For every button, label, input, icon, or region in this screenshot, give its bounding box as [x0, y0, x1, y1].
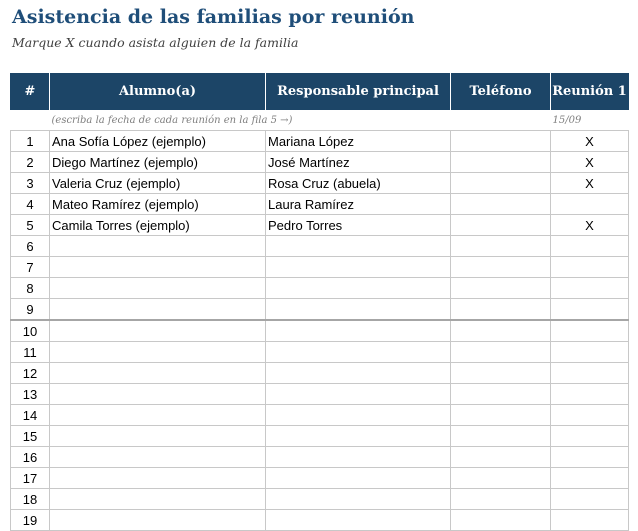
guardian-cell[interactable]: Rosa Cruz (abuela)	[266, 173, 451, 194]
student-cell[interactable]	[50, 384, 266, 405]
phone-cell[interactable]	[451, 236, 551, 257]
column-header-guardian[interactable]: Responsable principal	[266, 73, 451, 110]
phone-cell[interactable]	[451, 320, 551, 342]
table-row	[11, 215, 629, 236]
meeting-1-cell[interactable]	[551, 278, 629, 299]
table-row	[11, 384, 629, 405]
column-header-student[interactable]: Alumno(a)	[50, 73, 266, 110]
page-title: Asistencia de las familias por reunión	[12, 6, 415, 28]
phone-cell[interactable]	[451, 468, 551, 489]
instruction-row	[11, 110, 629, 131]
guardian-cell[interactable]	[266, 278, 451, 299]
row-number-cell[interactable]: 3	[11, 173, 50, 194]
row-number-cell[interactable]: 10	[11, 320, 50, 342]
meeting-1-cell[interactable]	[551, 299, 629, 321]
header-row	[11, 73, 629, 110]
column-header-phone[interactable]: Teléfono	[451, 73, 551, 110]
table-row	[11, 363, 629, 384]
guardian-cell[interactable]	[266, 363, 451, 384]
phone-cell[interactable]	[451, 299, 551, 321]
student-cell[interactable]	[50, 426, 266, 447]
table-row	[11, 447, 629, 468]
row-number-cell[interactable]: 8	[11, 278, 50, 299]
row-number-cell[interactable]: 7	[11, 257, 50, 278]
instruction-note[interactable]: (escriba la fecha de cada reunión en la fila 5 →)	[51, 114, 293, 126]
student-cell[interactable]	[50, 257, 266, 278]
student-cell[interactable]	[50, 447, 266, 468]
table-row	[11, 489, 629, 510]
table-row	[11, 510, 629, 531]
column-header-meeting-1[interactable]: Reunión 1	[551, 73, 629, 110]
guardian-cell[interactable]	[266, 405, 451, 426]
table-row	[11, 194, 629, 215]
meeting-1-cell[interactable]: X	[551, 152, 629, 173]
table-row	[11, 320, 629, 342]
row-number-cell[interactable]: 6	[11, 236, 50, 257]
student-cell[interactable]	[50, 299, 266, 321]
meeting-1-cell[interactable]	[551, 320, 629, 342]
phone-cell[interactable]	[451, 363, 551, 384]
phone-cell[interactable]	[451, 489, 551, 510]
row-number-cell[interactable]: 1	[11, 131, 50, 152]
student-cell[interactable]	[50, 468, 266, 489]
page-subtitle: Marque X cuando asista alguien de la familia	[12, 35, 299, 50]
guardian-cell[interactable]	[266, 384, 451, 405]
guardian-cell[interactable]	[266, 299, 451, 321]
meeting-1-cell[interactable]	[551, 468, 629, 489]
student-cell[interactable]	[50, 236, 266, 257]
row-number-cell[interactable]: 13	[11, 384, 50, 405]
row-number-cell[interactable]: 14	[11, 405, 50, 426]
phone-cell[interactable]	[451, 342, 551, 363]
row-number-cell[interactable]: 19	[11, 510, 50, 531]
meeting-1-date[interactable]: 15/09	[552, 114, 582, 126]
meeting-1-cell[interactable]	[551, 384, 629, 405]
table-row	[11, 426, 629, 447]
phone-cell[interactable]	[451, 152, 551, 173]
student-cell[interactable]	[50, 405, 266, 426]
table-row	[11, 152, 629, 173]
row-number-cell[interactable]: 5	[11, 215, 50, 236]
meeting-1-cell[interactable]	[551, 194, 629, 215]
student-cell[interactable]	[50, 489, 266, 510]
column-header-number[interactable]: #	[11, 73, 50, 110]
meeting-1-cell[interactable]	[551, 236, 629, 257]
meeting-1-cell[interactable]	[551, 426, 629, 447]
table-header	[11, 73, 629, 110]
meeting-1-cell[interactable]	[551, 510, 629, 531]
meeting-1-cell[interactable]	[551, 257, 629, 278]
table-row	[11, 468, 629, 489]
guardian-cell[interactable]	[266, 257, 451, 278]
table-row	[11, 131, 629, 152]
row-number-cell[interactable]: 18	[11, 489, 50, 510]
guardian-cell[interactable]: Laura Ramírez	[266, 194, 451, 215]
table-body	[11, 110, 629, 531]
attendance-table	[10, 73, 629, 531]
guardian-cell[interactable]	[266, 468, 451, 489]
phone-cell[interactable]	[451, 426, 551, 447]
meeting-1-cell[interactable]	[551, 489, 629, 510]
student-cell[interactable]	[50, 363, 266, 384]
meeting-1-cell[interactable]: X	[551, 215, 629, 236]
phone-cell[interactable]	[451, 257, 551, 278]
table-row	[11, 405, 629, 426]
row-number-cell[interactable]: 17	[11, 468, 50, 489]
instruction-spacer-cell[interactable]	[11, 110, 50, 131]
guardian-cell[interactable]: Pedro Torres	[266, 215, 451, 236]
student-cell[interactable]	[50, 320, 266, 342]
guardian-cell[interactable]: José Martínez	[266, 152, 451, 173]
table-row	[11, 173, 629, 194]
phone-cell[interactable]	[451, 384, 551, 405]
guardian-cell[interactable]	[266, 447, 451, 468]
guardian-cell[interactable]	[266, 342, 451, 363]
row-number-cell[interactable]: 12	[11, 363, 50, 384]
student-cell[interactable]	[50, 342, 266, 363]
phone-cell[interactable]	[451, 131, 551, 152]
table-row	[11, 299, 629, 321]
row-number-cell[interactable]: 9	[11, 299, 50, 321]
student-cell[interactable]: Valeria Cruz (ejemplo)	[50, 173, 266, 194]
guardian-cell[interactable]	[266, 489, 451, 510]
table-row	[11, 257, 629, 278]
phone-cell[interactable]	[451, 447, 551, 468]
student-cell[interactable]: Diego Martínez (ejemplo)	[50, 152, 266, 173]
phone-cell[interactable]	[451, 510, 551, 531]
table-row	[11, 342, 629, 363]
guardian-cell[interactable]	[266, 426, 451, 447]
phone-cell[interactable]	[451, 215, 551, 236]
guardian-cell[interactable]: Mariana López	[266, 131, 451, 152]
student-cell[interactable]	[50, 510, 266, 531]
row-number-cell[interactable]: 11	[11, 342, 50, 363]
phone-cell[interactable]	[451, 194, 551, 215]
meeting-1-cell[interactable]: X	[551, 131, 629, 152]
student-cell[interactable]	[50, 278, 266, 299]
guardian-cell[interactable]	[266, 236, 451, 257]
meeting-1-cell[interactable]	[551, 447, 629, 468]
row-number-cell[interactable]: 2	[11, 152, 50, 173]
row-number-cell[interactable]: 16	[11, 447, 50, 468]
phone-cell[interactable]	[451, 173, 551, 194]
guardian-cell[interactable]	[266, 510, 451, 531]
table-row	[11, 278, 629, 299]
meeting-1-cell[interactable]	[551, 342, 629, 363]
phone-cell[interactable]	[451, 405, 551, 426]
row-number-cell[interactable]: 4	[11, 194, 50, 215]
table-row	[11, 236, 629, 257]
meeting-1-cell[interactable]	[551, 363, 629, 384]
meeting-1-cell[interactable]	[551, 405, 629, 426]
phone-cell[interactable]	[451, 278, 551, 299]
student-cell[interactable]: Camila Torres (ejemplo)	[50, 215, 266, 236]
meeting-1-cell[interactable]: X	[551, 173, 629, 194]
student-cell[interactable]: Mateo Ramírez (ejemplo)	[50, 194, 266, 215]
row-number-cell[interactable]: 15	[11, 426, 50, 447]
student-cell[interactable]: Ana Sofía López (ejemplo)	[50, 131, 266, 152]
guardian-cell[interactable]	[266, 320, 451, 342]
